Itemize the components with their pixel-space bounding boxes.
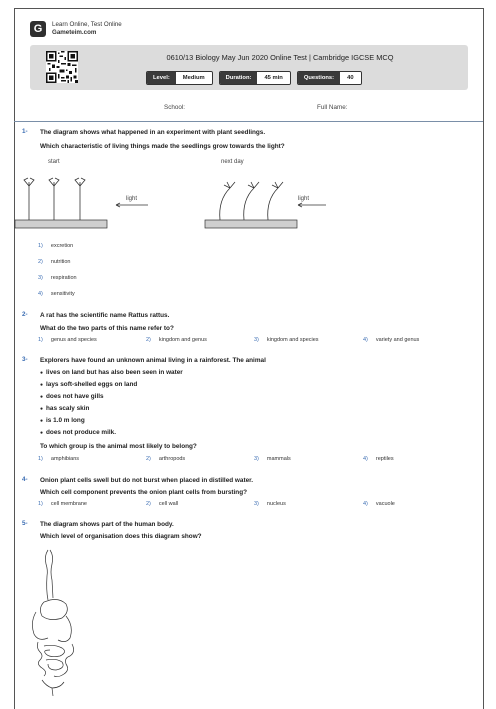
divider — [14, 121, 483, 122]
question-5 — [22, 520, 462, 700]
bullet-item: ● lays soft-shelled eggs on land — [40, 381, 137, 388]
option-2[interactable]: 2) arthropods — [146, 456, 186, 462]
option-3[interactable]: 3) respiration — [38, 275, 77, 281]
question-number: 4- — [22, 476, 28, 483]
question-text: Onion plant cells swell but do not burst when placed in distilled water. — [40, 477, 254, 484]
option-2[interactable]: 2) kingdom and genus — [146, 337, 207, 343]
level-pill: Level: Medium — [146, 71, 213, 85]
question-text: Which characteristic of living things made the seedlings grow towards the light? — [40, 143, 285, 150]
option-4[interactable]: 4) reptiles — [363, 456, 394, 462]
option-1[interactable]: 1) excretion — [38, 243, 74, 249]
option-1[interactable]: 1) genus and species — [38, 337, 97, 343]
question-2 — [22, 311, 462, 347]
test-header — [30, 45, 468, 90]
brand — [30, 18, 122, 40]
question-text: What do the two parts of this name refer to? — [40, 325, 174, 332]
question-4 — [22, 476, 462, 512]
question-1 — [22, 128, 462, 308]
question-3 — [22, 356, 462, 466]
question-text: The diagram shows what happened in an experiment with plant seedlings. — [40, 129, 266, 136]
next-day-label: next day — [221, 159, 244, 165]
question-number: 3- — [22, 356, 28, 363]
option-3[interactable]: 3) kingdom and species — [254, 337, 319, 343]
option-1[interactable]: 1) cell membrane — [38, 501, 87, 507]
duration-pill: Duration: 45 min — [219, 71, 291, 85]
seedlings-next-day — [220, 182, 283, 220]
full-name-field[interactable]: Full Name: — [317, 104, 348, 111]
question-number: 1- — [22, 128, 28, 135]
option-4[interactable]: 4) variety and genus — [363, 337, 420, 343]
option-4[interactable]: 4) sensitivity — [38, 291, 75, 297]
light-label-left: light — [126, 196, 138, 202]
bullet-item: ● does not have gills — [40, 393, 104, 400]
option-1[interactable]: 1) amphibians — [38, 456, 80, 462]
light-label-right: light — [298, 196, 310, 202]
digestive-system-diagram — [26, 546, 90, 698]
seedlings-start — [24, 178, 85, 220]
question-text: Explorers have found an unknown animal living in a rainforest. The animal — [40, 357, 266, 364]
question-number: 5- — [22, 520, 28, 527]
question-number: 2- — [22, 311, 28, 318]
option-3[interactable]: 3) mammals — [254, 456, 291, 462]
questions-pill: Questions: 40 — [297, 71, 362, 85]
start-label: start — [48, 159, 60, 165]
qr-code-icon[interactable] — [46, 51, 78, 83]
question-text: Which level of organisation does this diagram show? — [40, 533, 202, 540]
question-text: To which group is the animal most likely to belong? — [40, 443, 197, 450]
left-tray — [15, 220, 107, 228]
test-meta — [146, 71, 362, 85]
school-field[interactable]: School: — [164, 104, 186, 111]
option-3[interactable]: 3) nucleus — [254, 501, 286, 507]
brand-site[interactable]: Gameteim.com — [52, 29, 97, 36]
bullet-item: ● is 1.0 m long — [40, 417, 85, 424]
question-text: A rat has the scientific name Rattus rattus. — [40, 312, 170, 319]
test-title: 0610/13 Biology May Jun 2020 Online Test | Cambridge IGCSE MCQ — [166, 53, 394, 62]
option-2[interactable]: 2) cell wall — [146, 501, 179, 507]
question-text: The diagram shows part of the human body. — [40, 521, 174, 528]
option-4[interactable]: 4) vacuole — [363, 501, 395, 507]
seedling-experiment-diagram — [8, 156, 328, 234]
brand-tagline: Learn Online, Test Online — [52, 21, 122, 28]
right-tray — [205, 220, 297, 228]
question-text: Which cell component prevents the onion plant cells from bursting? — [40, 489, 248, 496]
option-2[interactable]: 2) nutrition — [38, 259, 71, 265]
gameteim-logo-icon: G — [30, 21, 46, 37]
bullet-item: ● has scaly skin — [40, 405, 89, 412]
bullet-item: ● lives on land but has also been seen in water — [40, 369, 183, 376]
bullet-item: ● does not produce milk. — [40, 429, 116, 436]
